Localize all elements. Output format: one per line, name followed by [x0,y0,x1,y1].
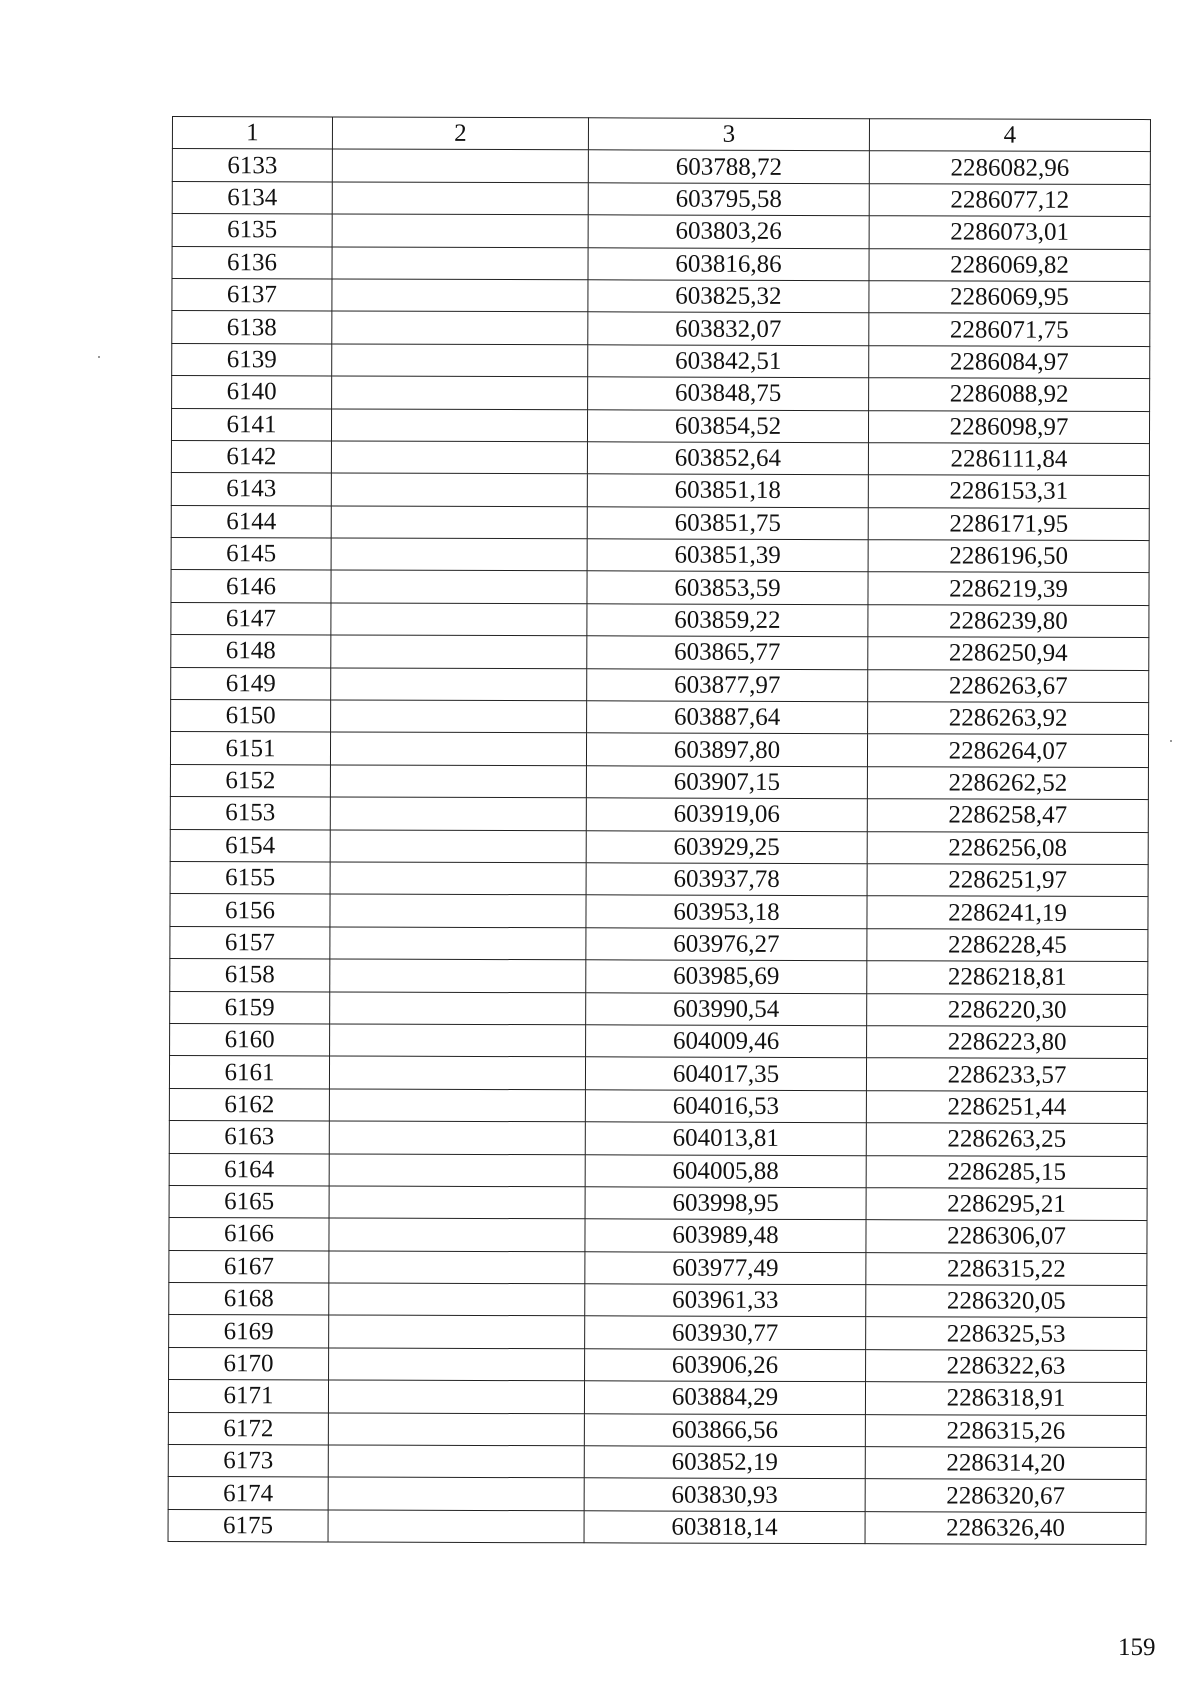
table-cell-col-2 [331,473,587,506]
table-cell-col-4: 2286256,08 [867,831,1148,864]
table-cell-col-1: 6168 [169,1283,329,1316]
column-header-4: 4 [869,119,1150,152]
table-row [169,1315,1147,1350]
scan-speck [1170,740,1172,742]
column-header-2: 2 [332,117,588,150]
table-cell-col-3: 603884,29 [584,1381,865,1414]
table-cell-col-3: 603851,75 [587,506,868,539]
table-cell-col-2 [332,247,588,280]
table-row [169,1250,1147,1285]
table-cell-col-3: 603990,54 [586,992,867,1025]
table-cell-col-3: 603929,25 [586,830,867,863]
table-cell-col-1: 6158 [170,959,330,992]
table-cell-col-3: 603853,59 [587,571,868,604]
table-row [169,1153,1147,1188]
table-row [168,1445,1146,1480]
table-cell-col-3: 603859,22 [587,604,868,637]
table-cell-col-1: 6169 [169,1315,329,1348]
table-cell-col-1: 6152 [170,764,330,797]
table-cell-col-1: 6151 [170,732,330,765]
table-row [171,408,1149,443]
table-cell-col-1: 6147 [171,602,331,635]
table-cell-col-4: 2286069,95 [869,281,1150,314]
table-cell-col-2 [331,603,587,636]
table-cell-col-2 [328,1445,584,1478]
table-cell-col-3: 603865,77 [587,636,868,669]
table-cell-col-2 [329,1315,585,1348]
table-cell-col-1: 6166 [169,1218,329,1251]
coordinates-table [168,116,1151,1545]
table-cell-col-3: 604013,81 [585,1122,866,1155]
table-cell-col-1: 6159 [170,991,330,1024]
table-cell-col-4: 2286223,80 [867,1026,1148,1059]
table-cell-col-1: 6143 [171,473,331,506]
table-cell-col-4: 2286263,25 [866,1123,1147,1156]
table-row [171,505,1149,540]
table-cell-col-1: 6133 [172,149,332,182]
table-row [170,861,1148,896]
table-cell-col-1: 6150 [171,700,331,733]
table-cell-col-3: 603866,56 [584,1413,865,1446]
table-cell-col-1: 6142 [171,440,331,473]
table-cell-col-4: 2286241,19 [867,896,1148,929]
table-cell-col-2 [332,279,588,312]
table-cell-col-3: 603907,15 [586,766,867,799]
table-row [172,376,1150,411]
page-number: 159 [1118,1634,1156,1661]
table-row [170,894,1148,929]
column-header-1: 1 [172,117,332,150]
table-cell-col-1: 6149 [171,667,331,700]
table-cell-col-1: 6167 [169,1250,329,1283]
table-cell-col-2 [329,1283,585,1316]
table-cell-col-2 [331,570,587,603]
table-cell-col-1: 6175 [168,1509,328,1542]
table-row [171,440,1149,475]
table-cell-col-2 [330,830,586,863]
table-row [171,473,1149,508]
table-cell-col-2 [330,797,586,830]
table-cell-col-2 [330,992,586,1025]
table-row [169,1121,1147,1156]
table-cell-col-4: 2286088,92 [869,378,1150,411]
table-cell-col-4: 2286251,44 [866,1090,1147,1123]
table-cell-col-4: 2286250,94 [868,637,1149,670]
table-cell-col-4: 2286325,53 [866,1317,1147,1350]
table-cell-col-3: 603851,18 [587,474,868,507]
table-cell-col-4: 2286320,05 [866,1285,1147,1318]
table-cell-col-4: 2286314,20 [865,1447,1146,1480]
table-cell-col-2 [328,1510,584,1543]
table-cell-col-4: 2286233,57 [866,1058,1147,1091]
table-cell-col-4: 2286262,52 [867,767,1148,800]
table-cell-col-4: 2286073,01 [869,216,1150,249]
table-row [170,797,1148,832]
table-row [169,1056,1147,1091]
table-row [168,1412,1146,1447]
table-row [172,246,1150,281]
table-cell-col-1: 6155 [170,861,330,894]
table-cell-col-2 [330,927,586,960]
table-row [172,181,1150,216]
column-header-3: 3 [588,118,869,151]
table-cell-col-2 [329,1218,585,1251]
table-cell-col-1: 6137 [172,278,332,311]
table-cell-col-3: 603832,07 [588,312,869,345]
table-cell-col-4: 2286084,97 [869,345,1150,378]
table-cell-col-3: 603989,48 [585,1219,866,1252]
table-cell-col-3: 603961,33 [585,1284,866,1317]
table-cell-col-1: 6140 [172,376,332,409]
table-cell-col-3: 603953,18 [586,895,867,928]
table-cell-col-4: 2286263,67 [868,669,1149,702]
table-cell-col-2 [331,409,587,442]
table-cell-col-2 [329,1251,585,1284]
table-cell-col-4: 2286219,39 [868,572,1149,605]
table-row [168,1380,1146,1415]
table-cell-col-3: 603937,78 [586,863,867,896]
table-cell-col-3: 603848,75 [588,377,869,410]
table-cell-col-3: 603825,32 [588,280,869,313]
table-cell-col-3: 603818,14 [584,1511,865,1544]
table-cell-col-4: 2286071,75 [869,313,1150,346]
table-cell-col-1: 6172 [168,1412,328,1445]
table-cell-col-1: 6173 [168,1445,328,1478]
table-cell-col-1: 6154 [170,829,330,862]
table-cell-col-2 [330,765,586,798]
table-cell-col-4: 2286295,21 [866,1188,1147,1221]
table-row [169,1185,1147,1220]
table-cell-col-4: 2286082,96 [869,151,1150,184]
table-cell-col-4: 2286171,95 [868,507,1149,540]
table-cell-col-2 [332,376,588,409]
scan-speck [98,356,100,358]
table-cell-col-2 [330,1024,586,1057]
table-cell-col-1: 6138 [172,311,332,344]
table-row [172,149,1150,184]
table-row [171,538,1149,573]
table-cell-col-3: 603788,72 [588,150,869,183]
table-cell-col-3: 603851,39 [587,539,868,572]
table-cell-col-4: 2286239,80 [868,605,1149,638]
table-cell-col-1: 6161 [169,1056,329,1089]
table-cell-col-3: 603877,97 [587,668,868,701]
table-cell-col-4: 2286228,45 [867,928,1148,961]
table-row [169,1218,1147,1253]
table-cell-col-3: 603930,77 [585,1316,866,1349]
table-cell-col-3: 603795,58 [588,183,869,216]
table-cell-col-3: 604016,53 [585,1090,866,1123]
table-cell-col-1: 6157 [170,926,330,959]
table-row [168,1509,1146,1544]
table-cell-col-2 [329,1153,585,1186]
table-cell-col-2 [328,1413,584,1446]
table-cell-col-2 [332,311,588,344]
table-cell-col-2 [330,894,586,927]
table-cell-col-3: 603852,19 [584,1446,865,1479]
table-row [170,1023,1148,1058]
table-cell-col-4: 2286220,30 [867,993,1148,1026]
table-row [170,732,1148,767]
table-cell-col-4: 2286315,22 [866,1252,1147,1285]
table-cell-col-1: 6160 [170,1023,330,1056]
table-cell-col-3: 603803,26 [588,215,869,248]
table-cell-col-1: 6174 [168,1477,328,1510]
table-cell-col-3: 603919,06 [586,798,867,831]
table-cell-col-2 [329,1056,585,1089]
table-cell-col-4: 2286077,12 [869,183,1150,216]
table-row [172,311,1150,346]
table-cell-col-2 [331,635,587,668]
table-row [172,214,1150,249]
table-cell-col-3: 603906,26 [585,1349,866,1382]
table-cell-col-2 [331,668,587,701]
table-cell-col-2 [331,506,587,539]
table-cell-col-4: 2286263,92 [868,702,1149,735]
table-cell-col-2 [332,344,588,377]
table-cell-col-1: 6164 [169,1153,329,1186]
table-cell-col-2 [329,1186,585,1219]
table-row [171,700,1149,735]
table-cell-col-3: 603852,64 [587,442,868,475]
table-cell-col-4: 2286285,15 [866,1155,1147,1188]
table-cell-col-4: 2286320,67 [865,1479,1146,1512]
table-cell-col-1: 6156 [170,894,330,927]
table-cell-col-2 [329,1348,585,1381]
table-cell-col-1: 6141 [171,408,331,441]
table-row [172,343,1150,378]
table-cell-col-4: 2286326,40 [865,1511,1146,1544]
table-cell-col-4: 2286069,82 [869,248,1150,281]
table-cell-col-3: 603977,49 [585,1251,866,1284]
table-cell-col-1: 6162 [169,1088,329,1121]
table-row [169,1283,1147,1318]
table-cell-col-2 [328,1380,584,1413]
table-row [171,635,1149,670]
table-cell-col-1: 6148 [171,635,331,668]
table-row [172,278,1150,313]
table-cell-col-1: 6145 [171,538,331,571]
table-cell-col-2 [332,182,588,215]
table-cell-col-3: 604005,88 [585,1154,866,1187]
table-cell-col-4: 2286098,97 [868,410,1149,443]
table-cell-col-1: 6171 [168,1380,328,1413]
table-row [170,959,1148,994]
table-cell-col-3: 603816,86 [588,247,869,280]
table-cell-col-4: 2286258,47 [867,799,1148,832]
table-cell-col-2 [329,1089,585,1122]
table-cell-col-2 [330,732,586,765]
table-cell-col-3: 603897,80 [586,733,867,766]
table-row [170,829,1148,864]
table-cell-col-4: 2286153,31 [868,475,1149,508]
table-cell-col-2 [329,1121,585,1154]
table-body [168,149,1150,1545]
table-cell-col-4: 2286306,07 [866,1220,1147,1253]
table-cell-col-3: 603842,51 [588,345,869,378]
table-cell-col-3: 603854,52 [587,409,868,442]
table-cell-col-4: 2286196,50 [868,540,1149,573]
table-row [170,926,1148,961]
table-cell-col-2 [331,700,587,733]
table-cell-col-1: 6144 [171,505,331,538]
table-cell-col-4: 2286318,91 [865,1382,1146,1415]
table-cell-col-3: 603976,27 [586,928,867,961]
table-cell-col-4: 2286322,63 [866,1350,1147,1383]
table-cell-col-1: 6165 [169,1185,329,1218]
table-cell-col-4: 2286111,84 [868,443,1149,476]
table-row [171,667,1149,702]
table-row [169,1088,1147,1123]
table-cell-col-3: 603998,95 [585,1187,866,1220]
table-cell-col-1: 6170 [169,1347,329,1380]
table-row [170,764,1148,799]
table-cell-col-2 [330,959,586,992]
table-cell-col-3: 604009,46 [586,1025,867,1058]
table-cell-col-4: 2286264,07 [867,734,1148,767]
table-cell-col-1: 6153 [170,797,330,830]
table-cell-col-1: 6163 [169,1121,329,1154]
table-row [171,570,1149,605]
table-cell-col-1: 6146 [171,570,331,603]
table-row [169,1347,1147,1382]
table-row [171,602,1149,637]
table-cell-col-2 [331,538,587,571]
table-cell-col-2 [330,862,586,895]
table-row [170,991,1148,1026]
table-header-row [172,117,1150,152]
table-cell-col-2 [332,214,588,247]
table-cell-col-4: 2286218,81 [867,961,1148,994]
table-cell-col-1: 6136 [172,246,332,279]
table-cell-col-3: 603985,69 [586,960,867,993]
table-cell-col-1: 6135 [172,214,332,247]
table-cell-col-3: 603887,64 [587,701,868,734]
table-cell-col-2 [331,441,587,474]
table-cell-col-3: 603830,93 [584,1478,865,1511]
table-cell-col-1: 6139 [172,343,332,376]
table-cell-col-4: 2286251,97 [867,864,1148,897]
table-cell-col-3: 604017,35 [585,1057,866,1090]
table-cell-col-4: 2286315,26 [865,1414,1146,1447]
table-row [168,1477,1146,1512]
table-cell-col-2 [328,1477,584,1510]
table-cell-col-1: 6134 [172,181,332,214]
table-cell-col-2 [332,149,588,182]
